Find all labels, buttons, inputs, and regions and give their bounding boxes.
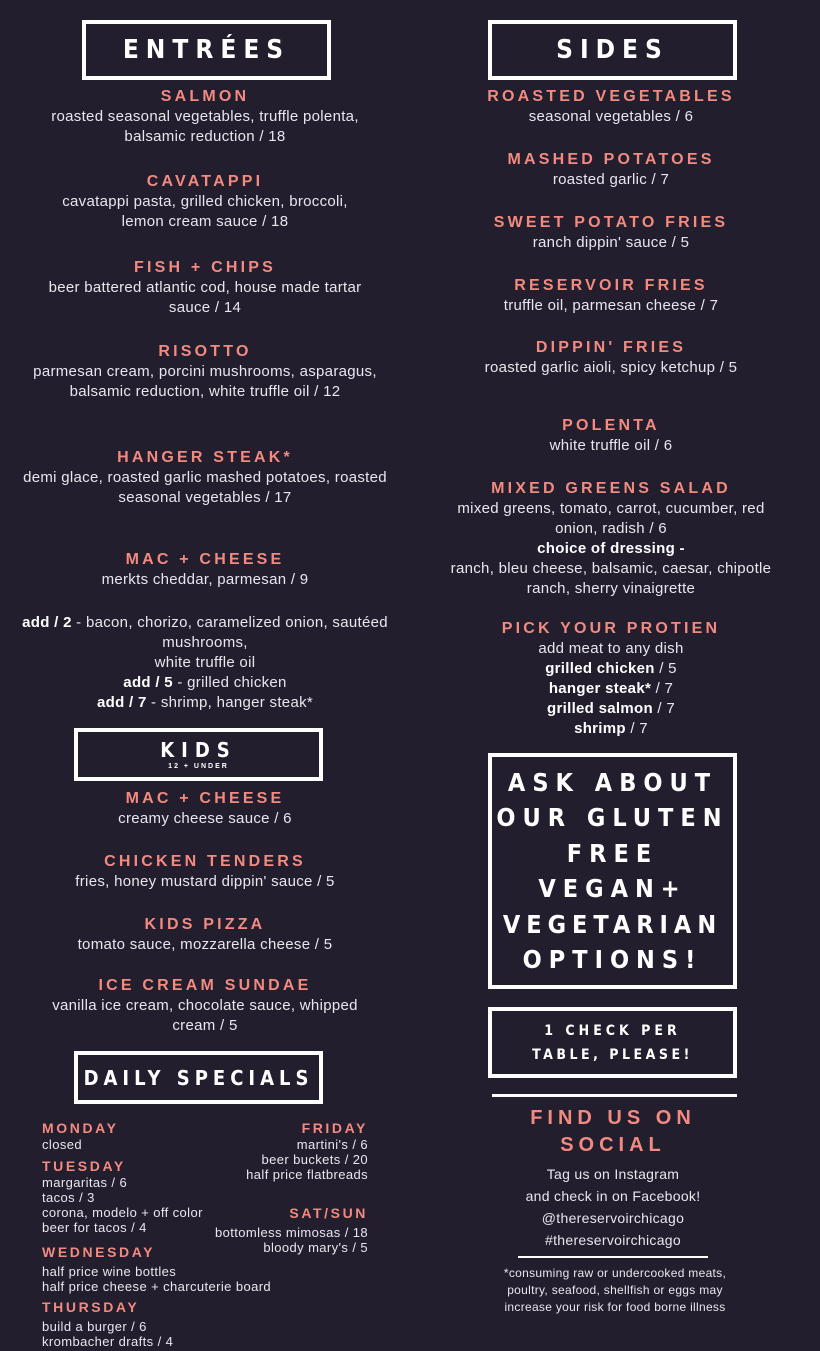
sides-heading-box	[488, 20, 737, 80]
dressing-options: ranch, bleu cheese, balsamic, caesar, chipotle ranch, sherry vinaigrette	[450, 560, 772, 597]
entree-name: HANGER STEAK*	[117, 449, 293, 466]
addon-line: white truffle oil	[154, 654, 256, 671]
entree-desc: merkts cheddar, parmesan / 9	[101, 571, 309, 588]
protein-price: / 5	[654, 660, 677, 677]
social-section	[488, 1105, 738, 1251]
special-line: margaritas / 6	[42, 1175, 128, 1190]
special-line: bloody mary's / 5	[263, 1240, 368, 1255]
social-hashtag: #thereservoirchicago	[545, 1232, 681, 1248]
specials-satsun	[180, 1204, 368, 1255]
kids-desc: tomato sauce, mozzarella cheese / 5	[77, 936, 333, 953]
entree-item	[20, 258, 390, 342]
entree-name: FISH + CHIPS	[134, 259, 276, 276]
social-heading: SOCIAL	[560, 1134, 666, 1156]
side-name: RESERVOIR FRIES	[514, 277, 708, 294]
check-box	[488, 1007, 737, 1078]
special-line: beer buckets / 20	[261, 1152, 368, 1167]
kids-heading: KIDS	[160, 737, 237, 762]
special-day: MONDAY	[42, 1120, 119, 1136]
sides-heading: SIDES	[556, 35, 669, 65]
protein-price: / 7	[625, 720, 648, 737]
protein-option	[430, 699, 792, 719]
gluten-line: VEGETARIAN	[502, 909, 723, 939]
side-item	[430, 87, 792, 150]
entree-name: RISOTTO	[158, 343, 252, 360]
social-heading: FIND US ON	[530, 1107, 696, 1129]
side-desc: roasted garlic aioli, spicy ketchup / 5	[484, 359, 738, 376]
raw-food-disclaimer: *consuming raw or undercooked meats, poultry, seafood, shellfish or eggs may increase your risk for food borne illness	[503, 1266, 727, 1314]
entree-addons	[20, 613, 390, 713]
protein-intro: add meat to any dish	[538, 640, 684, 657]
kids-item	[20, 852, 390, 915]
protein-option	[430, 719, 792, 739]
addon-text: - shrimp, hanger steak*	[146, 694, 314, 711]
protein-price: / 7	[652, 700, 675, 717]
special-day: FRIDAY	[301, 1120, 368, 1136]
check-line: TABLE, PLEASE!	[532, 1046, 693, 1063]
side-desc: mixed greens, tomato, carrot, cucumber, red onion, radish / 6	[457, 500, 765, 537]
specials-heading: DAILY SPECIALS	[83, 1065, 314, 1090]
special-line: martini's / 6	[296, 1137, 368, 1152]
entrees-heading: ENTRÉES	[122, 35, 291, 65]
gluten-line: ASK ABOUT	[507, 767, 718, 797]
side-name: ROASTED VEGETABLES	[487, 88, 735, 105]
addon-text: - grilled chicken	[172, 674, 287, 691]
dressing-label: choice of dressing -	[537, 540, 685, 557]
social-line: and check in on Facebook!	[525, 1188, 701, 1204]
specials-friday	[200, 1119, 368, 1182]
addon-label: add / 2	[22, 614, 72, 631]
protein-price: / 7	[651, 680, 674, 697]
side-name: DIPPIN' FRIES	[535, 339, 687, 356]
kids-item	[20, 976, 390, 1036]
addon-label: add / 5	[123, 674, 173, 691]
social-bottom-rule	[518, 1256, 708, 1258]
entree-name: MAC + CHEESE	[125, 551, 285, 568]
entree-item	[20, 87, 390, 172]
gluten-free-box	[488, 753, 737, 989]
side-desc: ranch dippin' sauce / 5	[532, 234, 690, 251]
protein-label: grilled salmon	[547, 700, 653, 717]
special-line: bottomless mimosas / 18	[215, 1225, 368, 1240]
special-day: SAT/SUN	[289, 1205, 368, 1221]
side-desc: truffle oil, parmesan cheese / 7	[503, 297, 719, 314]
protein-heading: PICK YOUR PROTIEN	[501, 620, 721, 637]
protein-label: hanger steak*	[548, 680, 652, 697]
specials-thursday	[42, 1298, 242, 1349]
entree-item	[20, 342, 390, 448]
entree-desc-line: seasonal vegetables / 17	[118, 489, 292, 506]
side-item	[430, 276, 792, 338]
entree-desc: beer battered atlantic cod, house made tartar sauce / 14	[48, 279, 362, 316]
kids-item	[20, 915, 390, 976]
special-line: krombacher drafts / 4	[42, 1334, 174, 1349]
side-item	[430, 213, 792, 276]
addon-line	[20, 613, 390, 653]
gluten-line: OUR GLUTEN	[496, 803, 729, 832]
protein-option	[430, 679, 792, 699]
entree-desc: roasted seasonal vegetables, truffle polenta, balsamic reduction / 18	[51, 108, 359, 145]
special-line: closed	[42, 1137, 82, 1152]
sides-list	[430, 87, 792, 739]
special-day: TUESDAY	[42, 1158, 126, 1174]
addon-text: - bacon, chorizo, caramelized onion, sautéed mushrooms,	[71, 614, 388, 651]
kids-name: ICE CREAM SUNDAE	[98, 977, 312, 994]
side-item	[430, 150, 792, 213]
specials-heading-box	[74, 1051, 323, 1104]
kids-desc: vanilla ice cream, chocolate sauce, whipped cream / 5	[52, 997, 358, 1034]
side-desc: roasted garlic / 7	[552, 171, 670, 188]
check-line: 1 CHECK PER	[544, 1022, 681, 1039]
special-line: half price flatbreads	[246, 1167, 368, 1182]
social-handle: @thereservoirchicago	[541, 1210, 685, 1226]
entree-desc: parmesan cream, porcini mushrooms, asparagus, balsamic reduction, white truffle oil / 12	[33, 363, 377, 400]
kids-item	[20, 789, 390, 852]
addon-line	[20, 673, 390, 693]
social-line: Tag us on Instagram	[546, 1166, 680, 1182]
side-name: SWEET POTATO FRIES	[493, 214, 729, 231]
special-line: build a burger / 6	[42, 1319, 147, 1334]
side-item	[430, 338, 792, 416]
addon-label: add / 7	[96, 694, 147, 711]
addon-line	[20, 693, 390, 713]
gluten-line: FREE	[566, 838, 659, 868]
special-line: corona, modelo + off color	[42, 1205, 203, 1220]
entree-item	[20, 550, 390, 613]
protein-label: grilled chicken	[545, 660, 655, 677]
kids-subheading: 12 + UNDER	[168, 762, 229, 770]
entree-name: CAVATAPPI	[146, 173, 264, 190]
special-day: WEDNESDAY	[42, 1244, 156, 1260]
protein-section	[430, 619, 792, 739]
entree-name: SALMON	[160, 88, 250, 105]
side-item	[430, 416, 792, 479]
special-day: THURSDAY	[42, 1299, 140, 1315]
side-desc: seasonal vegetables / 6	[528, 108, 694, 125]
side-name: MIXED GREENS SALAD	[491, 480, 731, 497]
special-line: beer for tacos / 4	[42, 1220, 147, 1235]
special-line: tacos / 3	[42, 1190, 95, 1205]
gluten-line: VEGAN+	[538, 874, 687, 903]
kids-name: CHICKEN TENDERS	[104, 853, 306, 870]
entrees-heading-box	[82, 20, 331, 80]
entree-item	[20, 448, 390, 550]
kids-desc: fries, honey mustard dippin' sauce / 5	[75, 873, 335, 890]
entree-desc-line: demi glace, roasted garlic mashed potatoes, roasted	[23, 469, 387, 486]
side-name: POLENTA	[562, 417, 660, 434]
entrees-list	[20, 87, 390, 713]
side-desc: white truffle oil / 6	[549, 437, 673, 454]
protein-label: shrimp	[574, 720, 626, 737]
gluten-line: OPTIONS!	[522, 945, 703, 974]
side-name: MASHED POTATOES	[507, 151, 715, 168]
social-top-rule	[492, 1094, 737, 1097]
kids-list	[20, 789, 390, 1036]
entree-desc: cavatappi pasta, grilled chicken, broccoli, lemon cream sauce / 18	[62, 193, 348, 230]
kids-name: MAC + CHEESE	[125, 790, 285, 807]
kids-desc: creamy cheese sauce / 6	[118, 810, 292, 827]
protein-option	[430, 659, 792, 679]
kids-name: KIDS PIZZA	[144, 916, 266, 933]
entree-item	[20, 172, 390, 258]
kids-heading-box	[74, 728, 323, 781]
side-item	[430, 479, 792, 619]
special-line: half price wine bottles	[42, 1264, 177, 1279]
special-line: half price cheese + charcuterie board	[42, 1279, 272, 1294]
